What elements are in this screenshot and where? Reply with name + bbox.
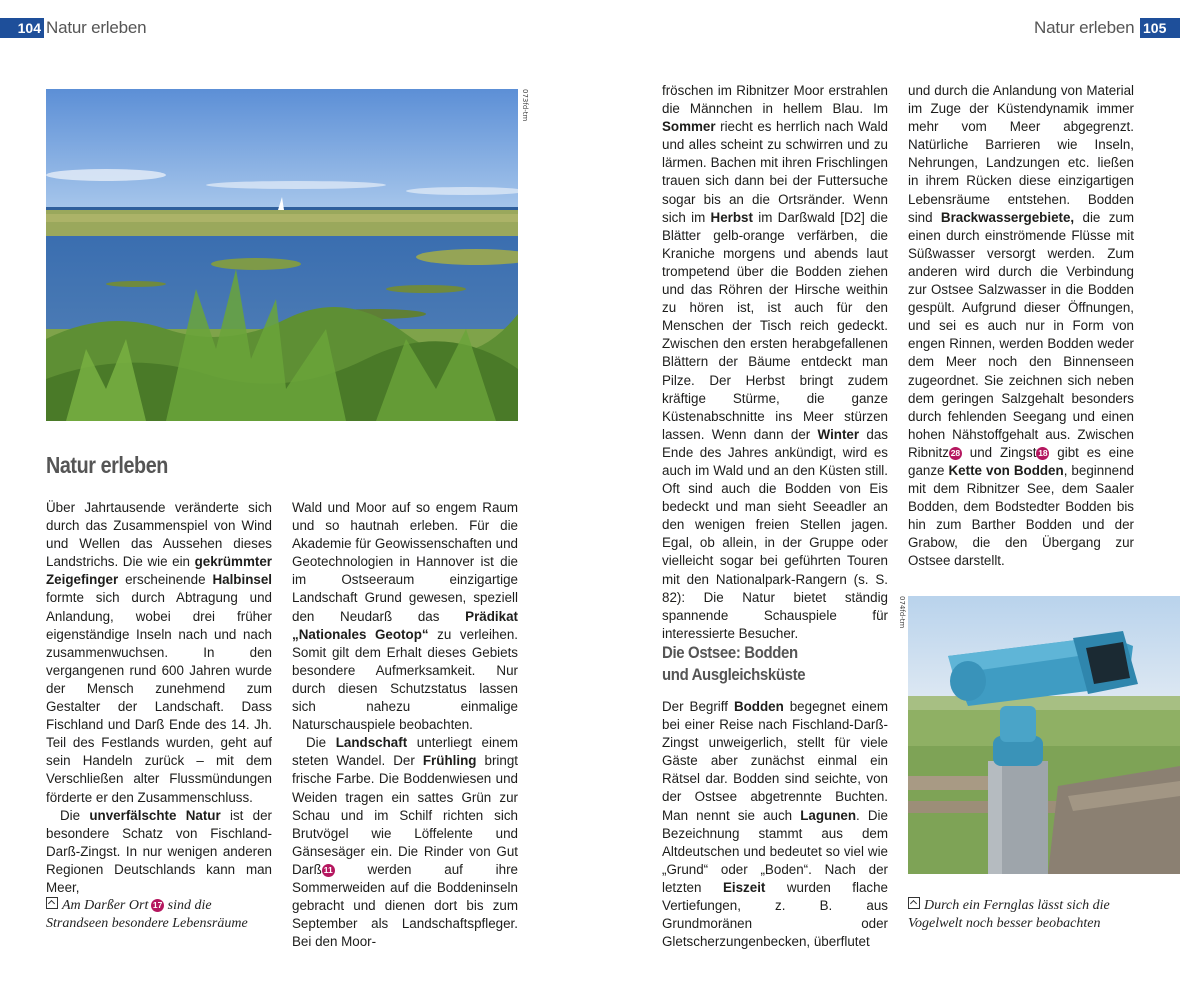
binocular-photo	[908, 596, 1180, 874]
paragraph: Wald und Moor auf so engem Raum und so hautnah erleben. Für die Akademie für Geowissenschaften und Geotechnologien in Hannover ist die im Ostseeraum einzigartige Landschaft Grund gewesen, speziell den Neudarß das Prädikat „Nationales Geotop“ zu verleihen. Somit gilt dem Erhalt dieses Gebiets besondere Aufmerksamkeit. Nur durch diesen Schutzstatus lassen sich nahezu einmalige Naturschauspiele beobachten.	[292, 500, 518, 733]
paragraph: fröschen im Ribnitzer Moor erstrahlen die Männchen in hellem Blau. Im Sommer riecht es herrlich nach Wald und alles scheint zu schwirren und zu lärmen. Bachen mit ihren Frischlingen trauen sich dann bei der Futtersuche sogar bis an die Ortsränder. Wenn sich im Herbst im Darßwald [D2] die Blätter gelb-orange verfärben, die Kraniche morgens und abends laut trompetend über die Bodden ziehen und das Röhren der Hirsche weithin zu hören ist, ist auch für den Menschen der Tisch reich gedeckt. Zwischen den ersten herabgefallenen Blättern der Bäume entdeckt man Pilze. Der Herbst bringt zudem kräftige Stürme, die ganze Küstenabschnitte ins Meer stürzen lassen. Wenn dann der Winter das Ende des Jahres ankündigt, wird es auch im Wald und an den Küsten still. Oft sind auch die Bodden von Eis bedeckt und man sieht Seeadler an den wenigen freien Stellen jagen. Egal, ob allein, in der Gruppe oder vielleicht sogar bei geführten Touren mit den Nationalpark-Rangern (s. S. 82): Die Natur bietet ständig spannende Schauspiele für interessierte Besucher.	[662, 83, 888, 641]
photo-up-icon	[46, 897, 58, 909]
text-column-4	[908, 82, 1134, 571]
text-column-2	[292, 499, 518, 951]
binocular-illustration	[908, 596, 1180, 874]
lagoon-illustration	[46, 89, 518, 421]
photo-up-icon	[908, 897, 920, 909]
running-head-right: Natur erleben	[1034, 18, 1135, 37]
lagoon-photo	[46, 89, 518, 421]
subheading-ostsee: Die Ostsee: Bodden und Ausgleichsküste	[662, 643, 806, 684]
text-column-1	[46, 499, 272, 897]
text-column-3	[662, 82, 888, 643]
paragraph: Der Begriff Bodden begegnet einem bei einer Reise nach Fischland-Darß-Zingst unweigerlich, stellt für viele Gäste aber zunächst einmal ein Rätsel dar. Bodden sind seichte, von der Ostsee abgetrennte Buchten. Man nennt sie auch Lagunen. Die Bezeichnung stammt aus dem Altdeutschen und bedeutet so viel wie „Grund“ oder „Boden“. Nach der letzten Eiszeit wurden flache Vertiefungen, z. B. aus Grundmoränen oder Gletscherzungenbecken, überflutet	[662, 699, 888, 950]
section-title: Natur erleben	[46, 452, 168, 478]
paragraph: Über Jahrtausende veränderte sich durch das Zusammenspiel von Wind und Wellen das Aussehen dieses Landstrichs. Die wie ein gekrümmter Zeigefinger erscheinende Halbinsel formte sich durch Abtragung und Anlandung, wobei drei früher eigenständige Inseln nach und nach zusammenwuchsen. In den vergangenen rund 600 Jahren wurde der Mensch zunehmend zum Gestalter der Landschaft. Dass Fischland und Darß Ende des 14. Jh. Teil des Festlands wurden, geht auf sein Handeln zurück – mit dem Verschließen alter Flussmündungen förderte er den Zusammenschluss.	[46, 500, 272, 805]
map-marker-badge: 18	[1038, 447, 1048, 458]
paragraph: Die unverfälschte Natur ist der besondere Schatz von Fischland-Darß-Zingst. In nur wenigen anderen Regionen Deutschlands kann man Meer,	[46, 807, 272, 895]
photo-code-2: 074fd-tm	[898, 596, 906, 629]
paragraph: und durch die Anlandung von Material im Zuge der Küstendynamik immer mehr vom Meer abgegrenzt. Natürliche Barrieren wie Inseln, Nehrungen, Landzungen etc. ließen in ihrem Rücken diese einzigartigen Lebensräume entstehen. Bodden sind Brackwassergebiete, die zum einen durch einströmende Flüsse mit Süßwasser versorgt werden. Zum anderen wird durch die Verbindung zur Ostsee Salzwasser in die Bodden gespült. Aufgrund dieser Öffnungen, und sei es auch nur in Form von engen Rinnen, werden Bodden weder dem Meer noch den Binnenseen zugeordnet. Sie zeichnen sich neben dem geringen Salzgehalt besonders durch fehlenden Seegang und einen hohen Nähstoffgehalt aus. Zwischen Ribnitz 28 und Zingst 18 gibt es eine ganze Kette von Bodden, beginnend mit dem Ribnitzer See, dem Saaler Bodden, dem Bodstedter Bodden bis hin zum Barther Bodden und der Grabow, die den Übergang zur Ostsee darstellt.	[908, 83, 1135, 569]
caption-lagoon: Am Darßer Ort 17 sind die Strandseen besondere Lebensräume	[46, 898, 248, 931]
caption-binoculars: Durch ein Fernglas lässt sich die Vogelwelt noch besser beobachten	[908, 898, 1110, 931]
text-column-3b	[662, 698, 888, 951]
photo-code-1: 073fd-tm	[521, 89, 529, 122]
map-marker-badge: 28	[950, 447, 961, 458]
map-marker-badge: 17	[152, 900, 163, 910]
running-head-left: Natur erleben	[46, 18, 147, 37]
map-marker-badge: 11	[323, 864, 333, 875]
paragraph: Die Landschaft unterliegt einem steten Wandel. Der Frühling bringt frische Farbe. Die Boddenwiesen und Weiden tragen ein sattes Grün zur Schau und im Schilf richten sich Brutvögel wie Löffelente und Gänsesäger ein. Die Rinder von Gut Darß 11 werden auf ihre Sommerweiden auf die Boddeninseln gebracht und dienen dort bis zum September als Landschaftspfleger. Bei den Moor-	[292, 735, 518, 950]
page-number-right: 105	[1140, 18, 1180, 38]
page-number-left: 104	[0, 18, 44, 38]
